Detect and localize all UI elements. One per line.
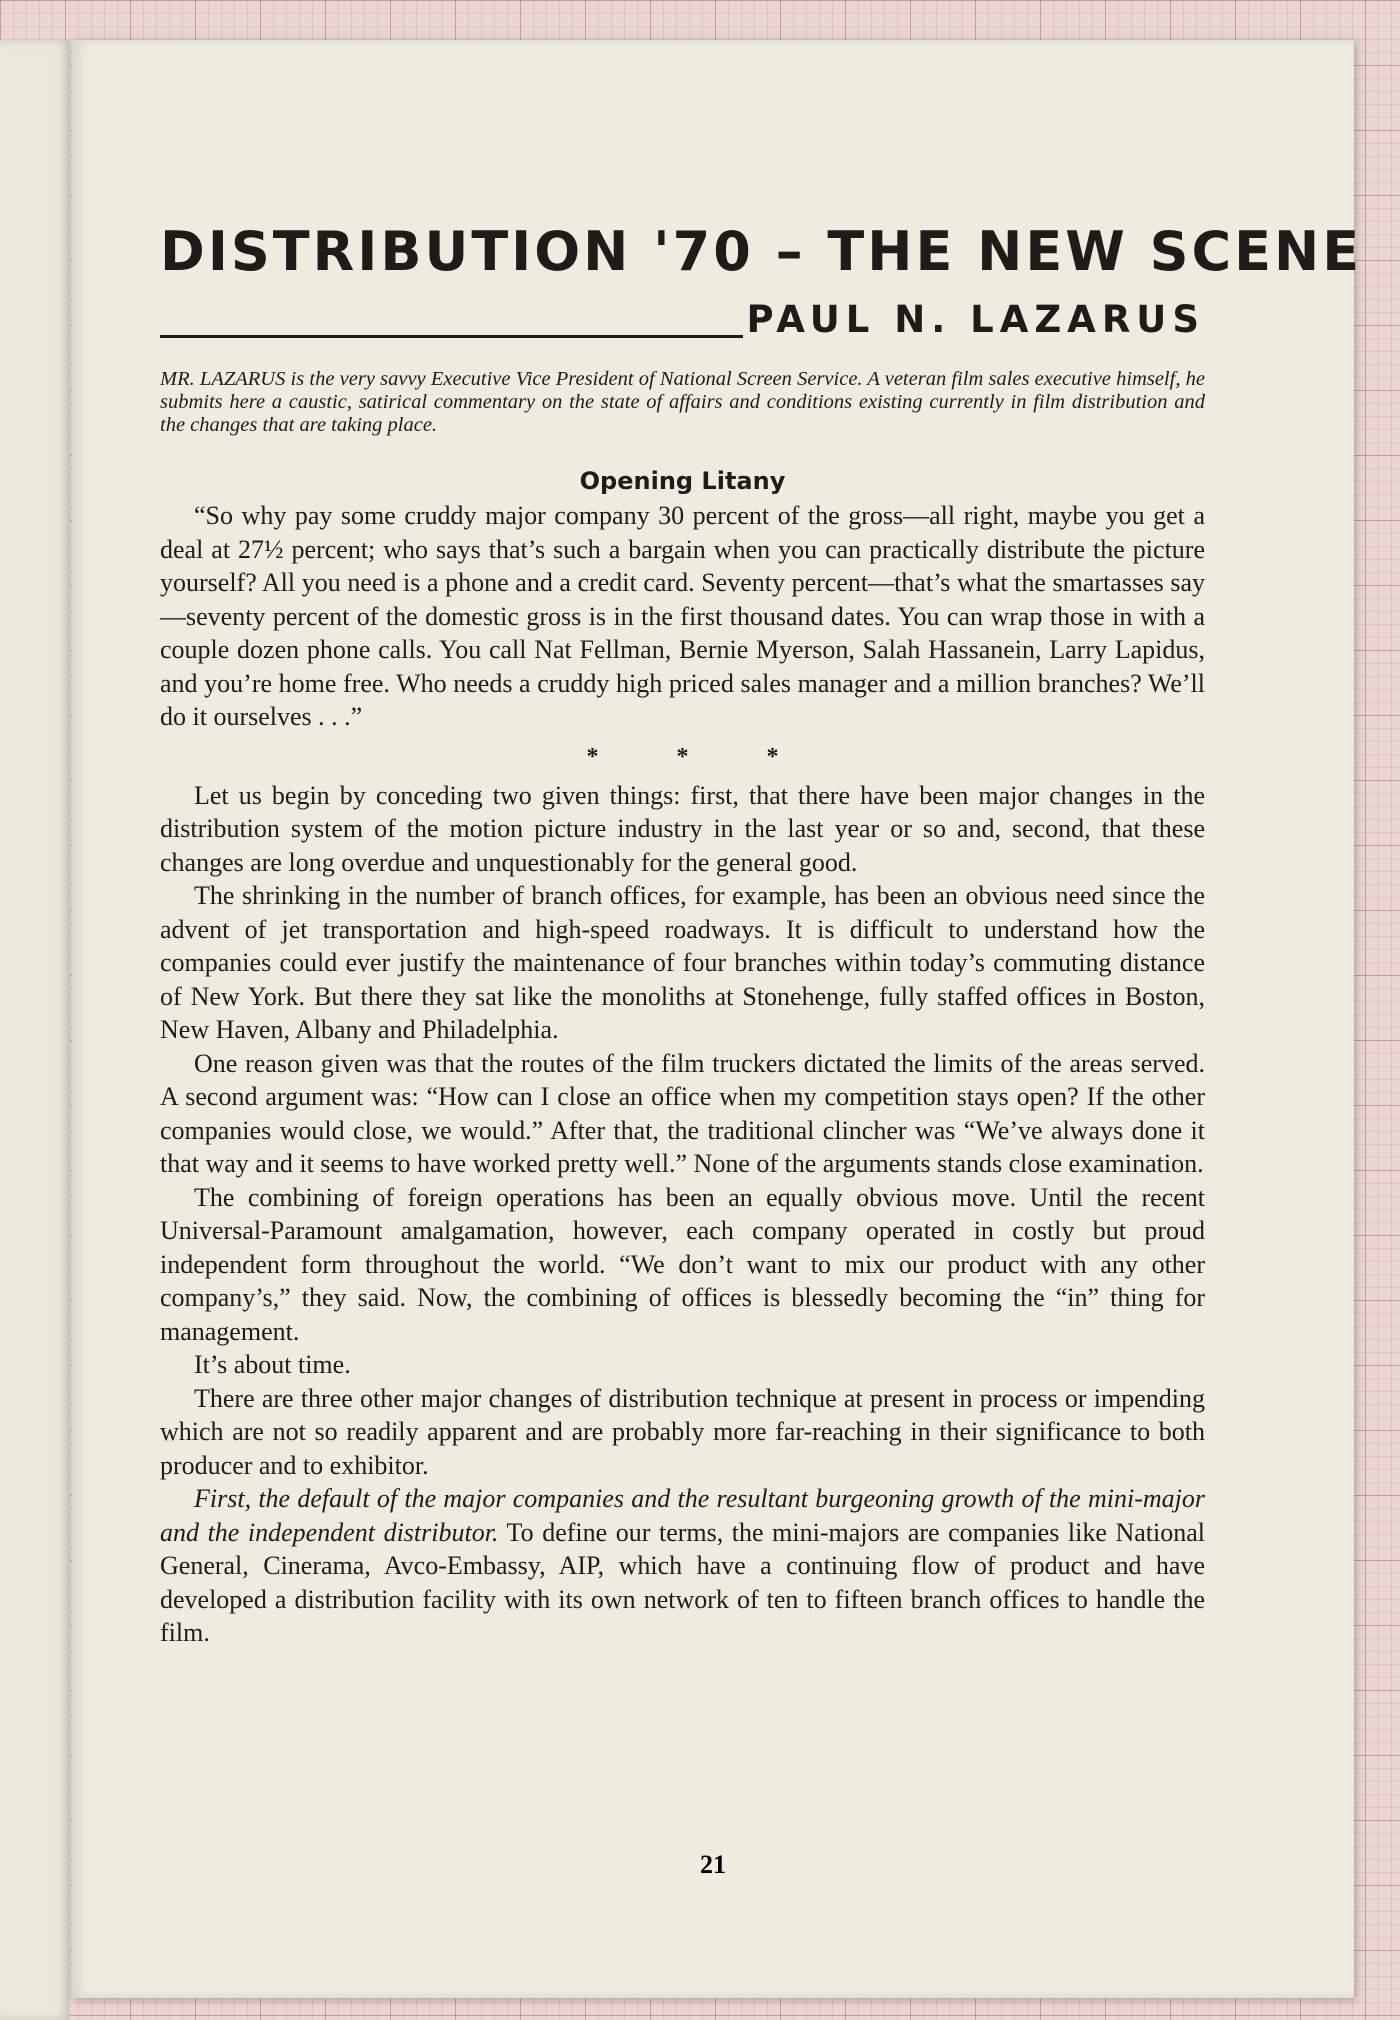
byline-rule: [160, 335, 743, 338]
author-intro: MR. LAZARUS is the very savvy Executive Vice President of National Screen Service. A veteran film sales executive himself, he submits here a caustic, satirical commentary on the state of affairs and conditions existing currently in film distribution and the changes that are taking place.: [160, 368, 1205, 436]
body-paragraph: Let us begin by conceding two given things: first, that there have been major changes in the distribution system of the motion picture industry in the last year or so and, second, that these changes are long overdue and unquestionably for the general good.: [160, 780, 1205, 877]
author-byline: PAUL N. LAZARUS: [746, 298, 1205, 341]
magazine-page: [72, 40, 1363, 1998]
article-title: DISTRIBUTION '70 – THE NEW SCENE: [160, 220, 1363, 283]
page-number: 21: [700, 1850, 726, 1879]
section-heading: Opening Litany: [579, 467, 786, 495]
byline-row: [160, 290, 1205, 342]
body-paragraph: It’s about time.: [194, 1350, 351, 1379]
body-paragraph: One reason given was that the routes of the film truckers dictated the limits of the areas served. A second argument was: “How can I close an office when my competition stays open? If the other companies would close, we would.” After that, the traditional clincher was “We’ve always done it that way and it seems to have worked pretty well.” None of the arguments stands close examination.: [160, 1048, 1205, 1178]
body-paragraph: The combining of foreign operations has been an equally obvious move. Until the recent Universal-Paramount amalgamation, however, each company operated in costly but proud independent form throughout the world. “We don’t want to mix our product with any other company’s,” they said. Now, the combining of offices is blessedly becoming the “in” thing for management.: [160, 1182, 1205, 1346]
facing-page-edge: [0, 40, 70, 2020]
italic-lead: First, the default of the major companies and the resultant burgeoning growth of the mini-major and the independent distributor.: [160, 1484, 1205, 1547]
article: [160, 220, 1363, 1650]
body-paragraph: There are three other major changes of distribution technique at present in process or impending which are not so readily apparent and are probably more far-reaching in their significance to both producer and to exhibitor.: [160, 1383, 1205, 1480]
section-separator: * * *: [586, 743, 815, 770]
body-paragraph: [160, 1482, 1205, 1650]
opening-litany-paragraph: “So why pay some cruddy major company 30 percent of the gross—all right, maybe you get a deal at 27½ percent; who says that’s such a bargain when you can practically distribute the picture yourself? All you need is a phone and a credit card. Seventy percent—that’s what the smartasses say—seventy percent of the domestic gross is in the first thousand dates. You can wrap those in with a couple dozen phone calls. You call Nat Fellman, Bernie Myerson, Salah Hassanein, Larry Lapidus, and you’re home free. Who needs a cruddy high priced sales manager and a million branches? We’ll do it ourselves . . .”: [160, 501, 1205, 731]
body-paragraph: The shrinking in the number of branch offices, for example, has been an obvious need since the advent of jet transportation and high-speed roadways. It is difficult to understand how the companies could ever justify the maintenance of four branches within today’s commuting distance of New York. But there they sat like the monoliths at Stonehenge, fully staffed offices in Boston, New Haven, Albany and Philadelphia.: [160, 881, 1205, 1044]
paragraph-text: To define our terms, the mini-majors are companies like National General, Cinerama, Avco-Embassy, AIP, which have a continuing flow of product and have developed a distribution facility with its own network of ten to fifteen branch offices to handle the film.: [160, 1517, 1205, 1647]
